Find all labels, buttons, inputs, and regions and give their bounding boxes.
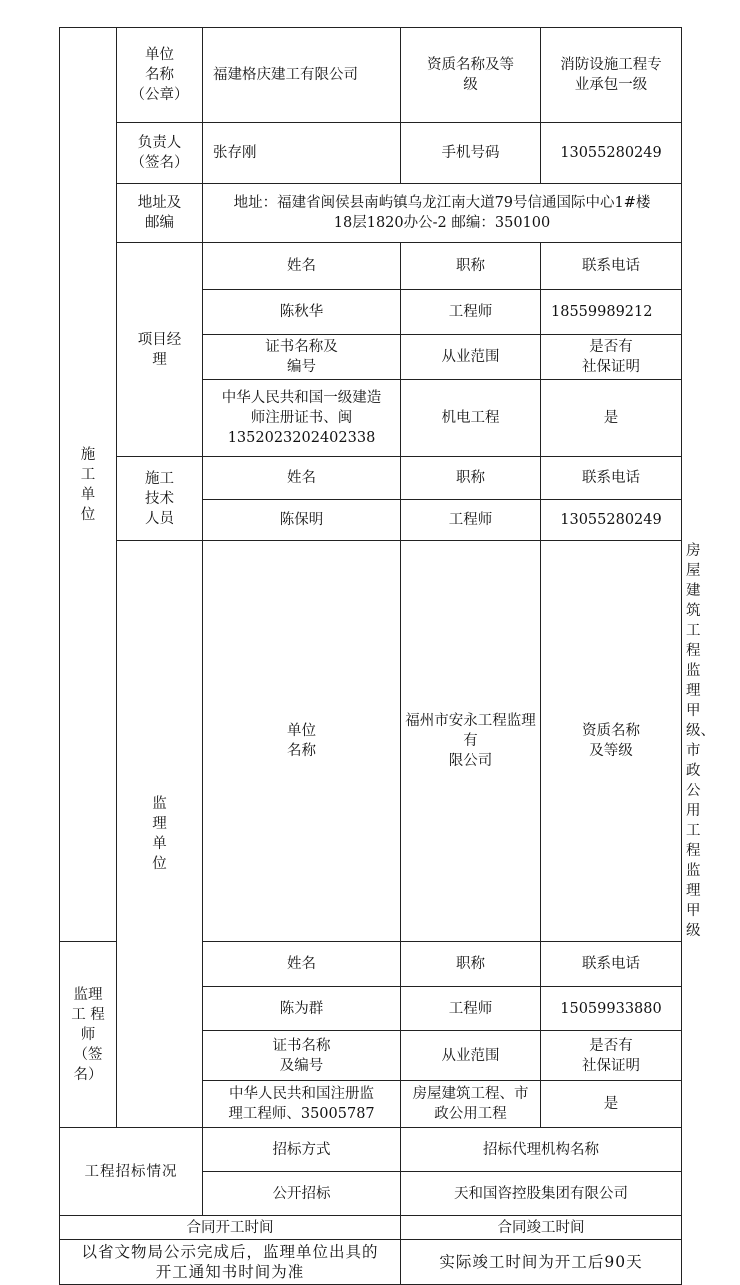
tech-title: 工程师 (401, 500, 541, 541)
tech-col-title: 职称 (401, 457, 541, 500)
eng-cert: 中华人民共和国注册监 理工程师、35005787 (203, 1081, 401, 1128)
construction-leader-label: 负责人 （签名） (117, 123, 203, 184)
contract-end-label: 合同竣工时间 (401, 1216, 682, 1240)
pm-phone: 18559989212 (541, 290, 682, 335)
pm-col-name: 姓名 (203, 243, 401, 290)
construction-phone: 13055280249 (541, 123, 682, 184)
construction-section-label: 施 工 单 位 (60, 28, 117, 942)
eng-col-cert: 证书名称 及编号 (203, 1031, 401, 1081)
construction-address-label: 地址及 邮编 (117, 184, 203, 243)
pm-col-social: 是否有 社保证明 (541, 335, 682, 380)
tech-staff-label: 施工 技术 人员 (117, 457, 203, 541)
tech-phone: 13055280249 (541, 500, 682, 541)
contract-start-label: 合同开工时间 (60, 1216, 401, 1240)
contract-start-value: 以省文物局公示完成后，监理单位出具的 开工通知书时间为准 (60, 1240, 401, 1285)
pm-title: 工程师 (401, 290, 541, 335)
project-manager-label: 项目经 理 (117, 243, 203, 457)
tech-col-name: 姓名 (203, 457, 401, 500)
supervising-engineer-label: 监理 工 程 师 （签名） (60, 942, 117, 1128)
supervision-qualification-label: 资质名称 及等级 (541, 541, 682, 942)
construction-leader: 张存刚 (203, 123, 401, 184)
pm-col-scope: 从业范围 (401, 335, 541, 380)
supervision-section-label: 监 理 单 位 (117, 541, 203, 1128)
eng-col-name: 姓名 (203, 942, 401, 987)
construction-phone-label: 手机号码 (401, 123, 541, 184)
eng-social: 是 (541, 1081, 682, 1128)
bidding-method: 公开招标 (203, 1172, 401, 1216)
tech-name: 陈保明 (203, 500, 401, 541)
eng-col-title: 职称 (401, 942, 541, 987)
supervision-unit-name-label: 单位 名称 (203, 541, 401, 942)
pm-scope: 机电工程 (401, 380, 541, 457)
bidding-label: 工程招标情况 (60, 1128, 203, 1216)
eng-name: 陈为群 (203, 987, 401, 1031)
construction-address: 地址：福建省闽侯县南屿镇乌龙江南大道79号信通国际中心1#楼 18层1820办公-2 邮编：350100 (203, 184, 682, 243)
pm-name: 陈秋华 (203, 290, 401, 335)
pm-col-phone: 联系电话 (541, 243, 682, 290)
construction-qualification: 消防设施工程专 业承包一级 (541, 28, 682, 123)
bidding-method-label: 招标方式 (203, 1128, 401, 1172)
project-info-table: 施 工 单 位 单位 名称 （公章） 福建格庆建工有限公司 资质名称及等 级 消防设施工程专 业承包一级 负责人 （签名） 张存刚 手机号码 13055280249 地址及 邮编 地址：福建省闽侯县南屿镇乌龙江南大道79号信通国际中心1#楼 18层1820办公-2 邮编：350100 项目经 理 姓名 职称 联系电话 陈秋华 工程师 18559989212 证书名称及 编号 从业范围 是否有 社保证明 中华人民共和国一级建造 师注册证书、闽 1352023202402338 机电工程 是 施工 技术 人员 姓名 职称 联系电话 陈保明 工程师 13055280249 监 理 单 位 单位 名称 福州市安永工程监理有 限公司 资质名称 及等级 房屋建筑工程监 理甲级、市政公 用工程监理甲级 监理 工 程 师 （签名） 姓名 职称 联系电话 陈为群 工程师 15059933880 证书名称 及编号 从业范围 是否有 社保证明 中华人民共和国注册监 理工程师、35005787 房屋建筑工程、市 政公用工程 是 工程招标情况 招标方式 招标代理机构名称 公开招标 天和国咨控股集团有限公司 合同开工时间 合同竣工时间 以省文物局公示完成后，监理单位出具的 开工通知书时间为准 实际竣工时间为开工后90天 (59, 27, 682, 1285)
pm-cert: 中华人民共和国一级建造 师注册证书、闽 1352023202402338 (203, 380, 401, 457)
contract-end-value: 实际竣工时间为开工后90天 (401, 1240, 682, 1285)
bidding-agency: 天和国咨控股集团有限公司 (401, 1172, 682, 1216)
eng-scope: 房屋建筑工程、市 政公用工程 (401, 1081, 541, 1128)
construction-unit-name-label: 单位 名称 （公章） (117, 28, 203, 123)
construction-qualification-label: 资质名称及等 级 (401, 28, 541, 123)
eng-title: 工程师 (401, 987, 541, 1031)
supervision-unit-name: 福州市安永工程监理有 限公司 (401, 541, 541, 942)
pm-social: 是 (541, 380, 682, 457)
tech-col-phone: 联系电话 (541, 457, 682, 500)
bidding-agency-label: 招标代理机构名称 (401, 1128, 682, 1172)
eng-col-social: 是否有 社保证明 (541, 1031, 682, 1081)
eng-col-phone: 联系电话 (541, 942, 682, 987)
pm-col-title: 职称 (401, 243, 541, 290)
eng-phone: 15059933880 (541, 987, 682, 1031)
construction-unit-name: 福建格庆建工有限公司 (203, 28, 401, 123)
pm-col-cert: 证书名称及 编号 (203, 335, 401, 380)
eng-col-scope: 从业范围 (401, 1031, 541, 1081)
